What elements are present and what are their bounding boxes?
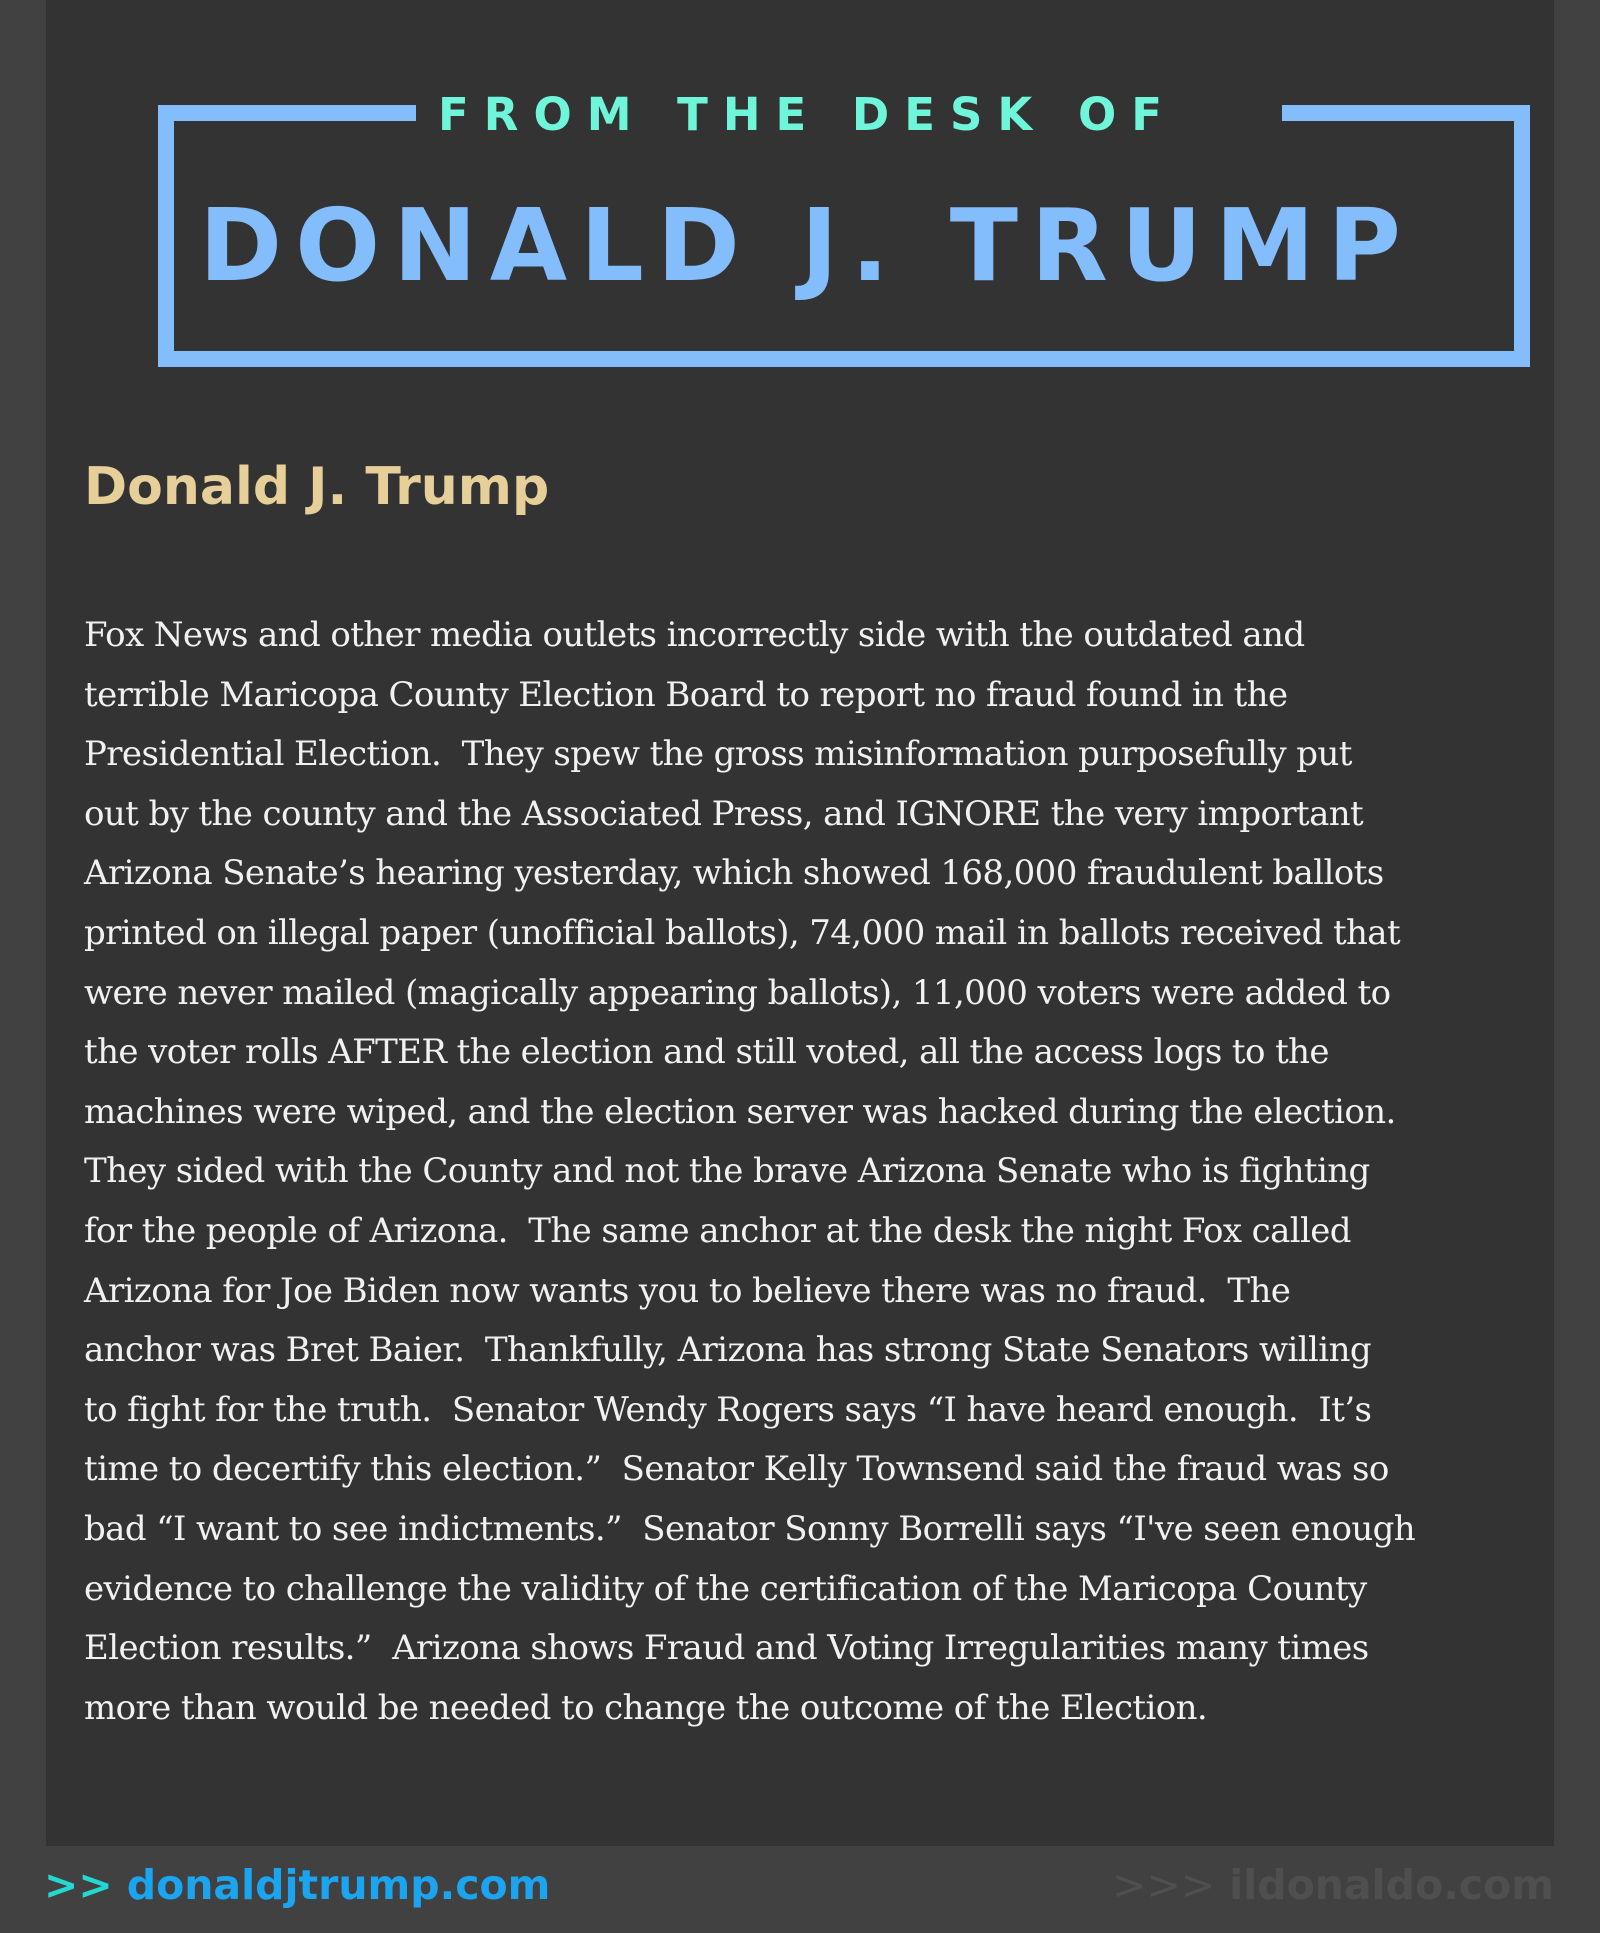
post-body-line: out by the county and the Associated Press, and IGNORE the very important [84, 793, 1364, 834]
post-author: Donald J. Trump [84, 457, 550, 517]
post-body-line: They sided with the County and not the brave Arizona Senate who is fighting [84, 1151, 1370, 1192]
post-body [84, 606, 1524, 1738]
post-body-line: time to decertify this election.” Senator Kelly Townsend said the fraud was so [84, 1449, 1389, 1490]
post-body-line: printed on illegal paper (unofficial ballots), 74,000 mail in ballots received that [84, 912, 1401, 953]
post-body-line: machines were wiped, and the election server was hacked during the election. [84, 1091, 1396, 1132]
post-body-line: more than would be needed to change the outcome of the Election. [84, 1687, 1208, 1728]
post-body-line: Arizona for Joe Biden now wants you to believe there was no fraud. The [84, 1270, 1291, 1311]
post-body-line: Presidential Election. They spew the gross misinformation purposefully put [84, 734, 1352, 775]
frame-bottom [158, 351, 1530, 367]
footer-right-arrows: >>> [1112, 1861, 1216, 1909]
post-body-line: the voter rolls AFTER the election and still voted, all the access logs to the [84, 1032, 1329, 1073]
footer-right-site: ildonaldo.com [1229, 1861, 1554, 1909]
post-body-line: terrible Maricopa County Election Board to report no fraud found in the [84, 674, 1288, 715]
header-title: DONALD J. TRUMP [199, 187, 1414, 304]
footer-right-watermark [1112, 1860, 1554, 1910]
post-body-line: evidence to challenge the validity of the certification of the Maricopa County [84, 1568, 1367, 1609]
post-body-line: anchor was Bret Baier. Thankfully, Arizona has strong State Senators willing [84, 1330, 1372, 1371]
post-body-line: Arizona Senate’s hearing yesterday, which showed 168,000 fraudulent ballots [84, 853, 1384, 894]
footer-left-site[interactable]: donaldjtrump.com [126, 1861, 551, 1909]
footer-left-arrows: >> [44, 1861, 113, 1909]
post-body-line: for the people of Arizona. The same anchor at the desk the night Fox called [84, 1210, 1351, 1251]
footer-left-link[interactable] [44, 1860, 550, 1910]
post-body-line: bad “I want to see indictments.” Senator Sonny Borrelli says “I've seen enough [84, 1508, 1416, 1549]
post-body-line: Fox News and other media outlets incorrectly side with the outdated and [84, 615, 1305, 655]
post-body-line: to fight for the truth. Senator Wendy Rogers says “I have heard enough. It’s [84, 1389, 1372, 1430]
post-body-line: were never mailed (magically appearing ballots), 11,000 voters were added to [84, 972, 1391, 1013]
post-body-line: Election results.” Arizona shows Fraud and Voting Irregularities many times [84, 1628, 1369, 1669]
header-kicker: FROM THE DESK OF [438, 88, 1177, 141]
